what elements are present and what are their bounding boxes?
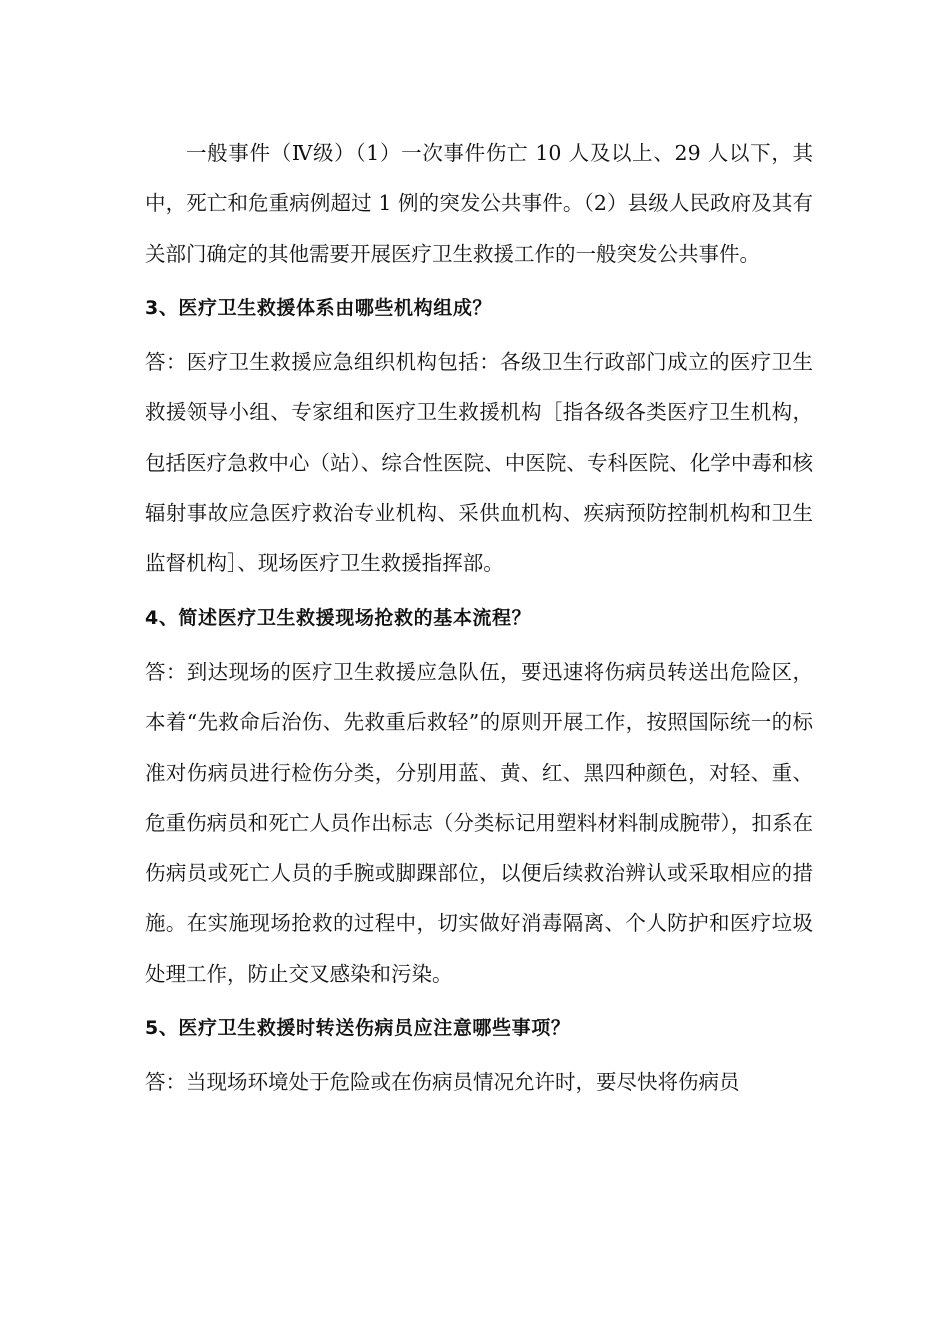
- question-4-answer: 答：到达现场的医疗卫生救援应急队伍，要迅速将伤病员转送出危险区，本着“先救命后治伤、先救重后救轻”的原则开展工作，按照国际统一的标准对伤病员进行检伤分类，分别用蓝、黄、红、黑四种颜色，对轻、重、危重伤病员和死亡人员作出标志（分类标记用塑料材料制成腕带），扣系在伤病员或死亡人员的手腕或脚踝部位，以便后续救治辨认或采取相应的措施。在实施现场抢救的过程中，切实做好消毒隔离、个人防护和医疗垃圾处理工作，防止交叉感染和污染。: [145, 659, 813, 986]
- question-3-heading: 3、医疗卫生救援体系由哪些机构组成？: [145, 296, 493, 319]
- document-body: [145, 128, 813, 1112]
- paragraph-level4-event: 一般事件（Ⅳ级）（1）一次事件伤亡 10 人及以上、29 人以下，其中，死亡和危重病例超过 1 例的突发公共事件。（2）县级人民政府及其有关部门确定的其他需要开展医疗卫生救援工作的一般突发公共事件。: [145, 141, 813, 266]
- question-4-heading: 4、简述医疗卫生救援现场抢救的基本流程？: [145, 606, 532, 629]
- question-5-answer: 答：当现场环境处于危险或在伤病员情况允许时，要尽快将伤病员: [145, 1070, 740, 1095]
- question-5-heading: 5、医疗卫生救援时转送伤病员应注意哪些事项？: [145, 1017, 571, 1040]
- question-3-answer: 答：医疗卫生救援应急组织机构包括：各级卫生行政部门成立的医疗卫生救援领导小组、专家组和医疗卫生救援机构［指各级各类医疗卫生机构，包括医疗急救中心（站）、综合性医院、中医院、专科医院、化学中毒和核辐射事故应急医疗救治专业机构、采供血机构、疾病预防控制机构和卫生监督机构］、现场医疗卫生救援指挥部。: [145, 350, 813, 576]
